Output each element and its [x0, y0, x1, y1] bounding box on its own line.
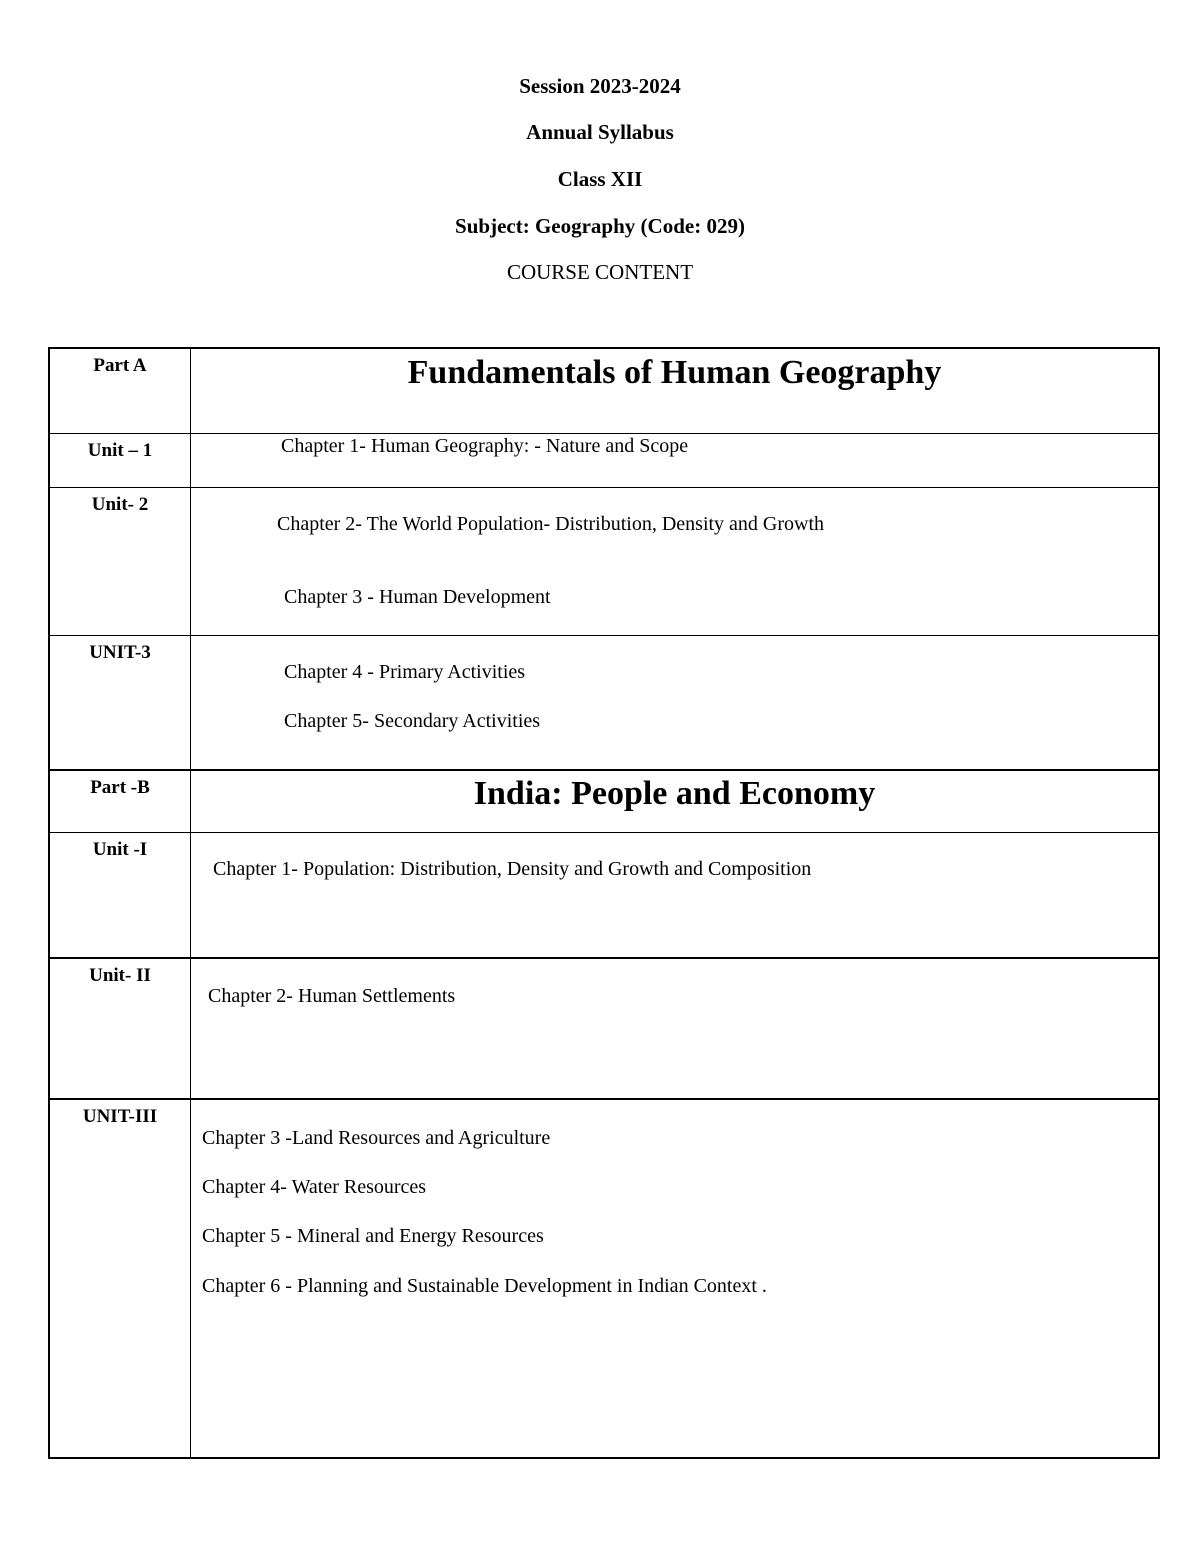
chapter-item: Chapter 6 - Planning and Sustainable Development in Indian Context . — [202, 1275, 767, 1297]
chapter-item: Chapter 5- Secondary Activities — [284, 710, 541, 732]
chapter-item: Chapter 2- The World Population- Distribution, Density and Growth — [277, 513, 825, 535]
chapter-item: Chapter 3 -Land Resources and Agriculture — [202, 1127, 551, 1149]
part-b-label: Part -B — [90, 777, 150, 798]
part-b-title: India: People and Economy — [473, 775, 876, 812]
chapter-item: Chapter 4 - Primary Activities — [284, 661, 526, 683]
part-a-title: Fundamentals of Human Geography — [407, 354, 942, 391]
unit-row — [50, 487, 1158, 635]
part-a-row — [50, 349, 1158, 433]
unit-row — [50, 957, 1158, 1098]
unit-row — [50, 433, 1158, 487]
unit-label: Unit- II — [89, 965, 151, 986]
unit-row — [50, 635, 1158, 769]
unit-row — [50, 1098, 1158, 1457]
chapter-item: Chapter 2- Human Settlements — [208, 985, 456, 1007]
subject-line: Subject: Geography (Code: 029) — [455, 214, 745, 238]
class-line: Class XII — [557, 167, 643, 191]
unit-label: UNIT-III — [82, 1106, 158, 1127]
chapter-item: Chapter 5 - Mineral and Energy Resources — [202, 1225, 544, 1247]
unit-label: Unit- 2 — [91, 494, 149, 515]
session-line: Session 2023-2024 — [519, 74, 681, 98]
chapter-item: Chapter 1- Human Geography: - Nature and Scope — [281, 435, 689, 457]
course-content-heading: COURSE CONTENT — [506, 260, 694, 284]
part-b-row — [50, 769, 1158, 832]
chapter-item: Chapter 4- Water Resources — [202, 1176, 427, 1198]
chapter-item: Chapter 3 - Human Development — [284, 586, 551, 608]
unit-label: UNIT-3 — [89, 642, 151, 663]
unit-row — [50, 832, 1158, 957]
syllabus-line: Annual Syllabus — [526, 120, 674, 144]
part-a-label: Part A — [93, 355, 147, 376]
syllabus-table — [48, 347, 1160, 1459]
unit-label: Unit – 1 — [87, 440, 153, 461]
unit-label: Unit -I — [92, 839, 148, 860]
chapter-item: Chapter 1- Population: Distribution, Density and Growth and Composition — [213, 858, 812, 880]
